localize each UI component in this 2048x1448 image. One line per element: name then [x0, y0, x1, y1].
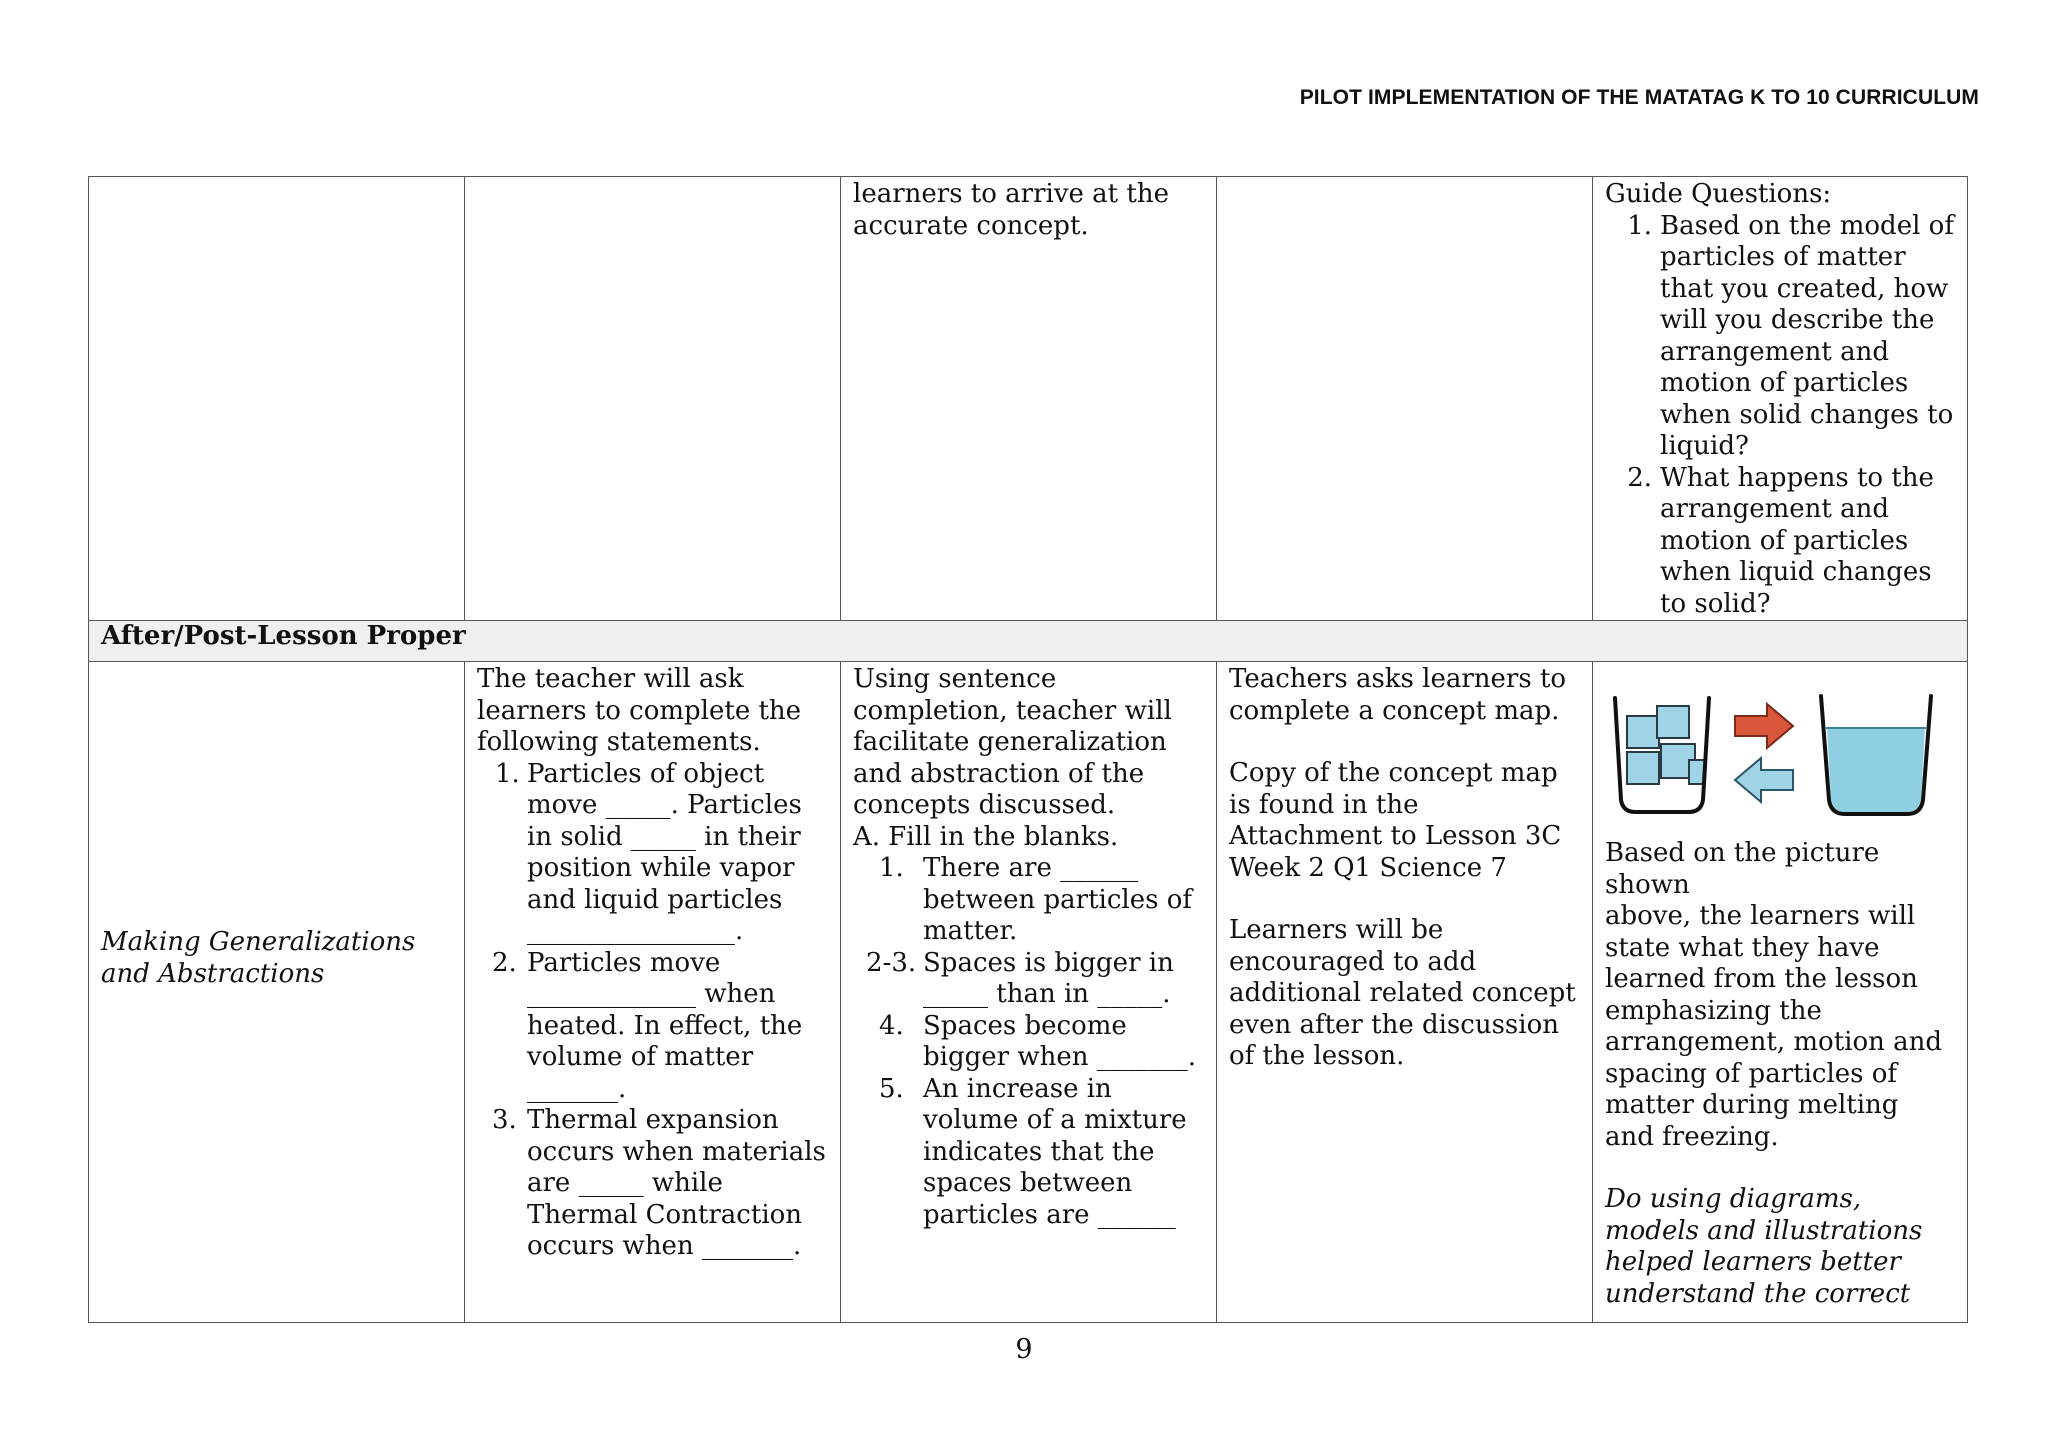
table-row — [89, 177, 1968, 621]
table-cell — [1593, 177, 1968, 621]
list-item: 2-3. Spaces is bigger in _____ than in _____. — [866, 947, 1174, 1009]
list-item: 2. What happens to the arrangement and motion of particles when liquid changes to solid? — [1627, 462, 1934, 619]
cell-text: The teacher will ask learners to complete the following statements. — [477, 664, 802, 757]
cell-text: Learners will be encouraged to add additional related concept even after the discussion of the lesson. — [1229, 915, 1576, 1071]
section-row — [89, 621, 1968, 662]
list-item: 5. An increase in volume of a mixture indicates that the spaces between particles are ______ — [879, 1073, 1187, 1230]
cell-text-italic: Do using diagrams, models and illustrations helped learners better understand the correct — [1605, 1184, 1923, 1309]
lesson-plan-table — [88, 176, 1968, 1323]
arrow-left-icon — [1735, 758, 1793, 802]
table-cell — [1217, 662, 1593, 1323]
table-cell — [841, 662, 1217, 1323]
list-item: 4. Spaces become bigger when _______. — [879, 1010, 1196, 1072]
cell-text: Copy of the concept map is found in the Attachment to Lesson 3C Week 2 Q1 Science 7 — [1229, 758, 1562, 883]
row-label: Making Generalizations and Abstractions — [101, 927, 416, 989]
statements-list — [477, 759, 828, 1263]
guide-questions-heading: Guide Questions: — [1605, 179, 1832, 209]
melting-freezing-illustration — [1605, 688, 1955, 838]
table-cell-label — [89, 662, 465, 1323]
table-cell-empty — [1217, 177, 1593, 621]
list-item: 1. Based on the model of particles of matter that you created, how will you describe the arrangement and motion of particles when solid changes to liquid? — [1627, 210, 1954, 461]
page-number: 9 — [1015, 1334, 1033, 1365]
cell-text: Teachers asks learners to complete a concept map. — [1229, 664, 1567, 726]
guide-questions-list — [1605, 211, 1955, 621]
ice-water-diagram — [1605, 688, 1935, 838]
fill-in-list — [853, 853, 1204, 1231]
cell-text: Based on the picture shown — [1605, 838, 1880, 900]
list-item: 1. There are ______ between particles of matter. — [879, 853, 1193, 946]
table-cell — [1593, 662, 1968, 1323]
list-item: 1. Particles of object move _____. Particles in solid _____ in their position while vapor and liquid particles ________________. — [495, 758, 802, 946]
arrow-right-icon — [1735, 704, 1793, 748]
list-item: 2. Particles move _____________ when heated. In effect, the volume of matter _______. — [492, 947, 803, 1104]
list-item: 3. Thermal expansion occurs when materials are _____ while Thermal Contraction occurs when _______. — [492, 1105, 826, 1261]
cell-text: learners to arrive at the accurate concept. — [853, 179, 1169, 241]
fill-in-subhead: A. Fill in the blanks. — [853, 821, 1119, 852]
cell-text: Using sentence completion, teacher will facilitate generalization and abstraction of the concepts discussed. — [853, 664, 1172, 820]
table-cell — [841, 177, 1217, 621]
table-cell-empty — [465, 177, 841, 621]
section-title: After/Post-Lesson Proper — [89, 621, 1968, 662]
water-beaker-icon — [1821, 696, 1931, 814]
ice-beaker-icon — [1615, 698, 1709, 812]
table-cell — [465, 662, 841, 1323]
page-header: PILOT IMPLEMENTATION OF THE MATATAG K TO 10 CURRICULUM — [1299, 86, 1979, 109]
table-row — [89, 662, 1968, 1323]
cell-text: above, the learners will state what they have learned from the lesson emphasizing the arrangement, motion and spacing of particles of matter during melting and freezing. — [1605, 901, 1943, 1152]
table-cell-empty — [89, 177, 465, 621]
